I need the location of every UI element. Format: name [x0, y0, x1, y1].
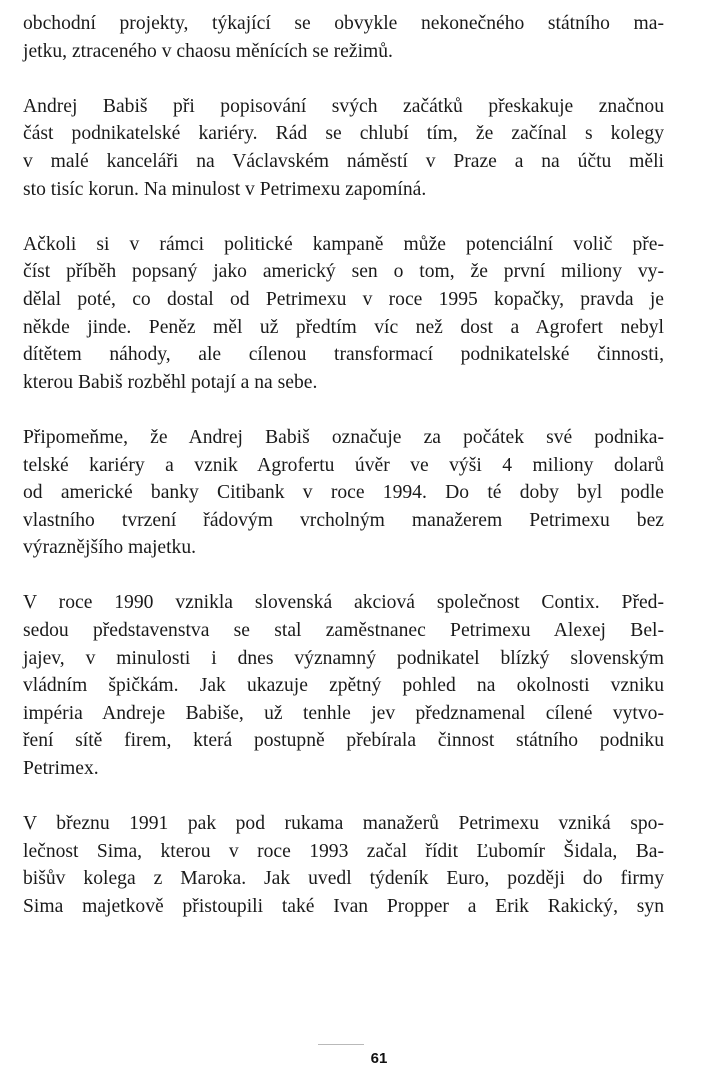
page-number: 61: [370, 1050, 388, 1067]
paragraph-gap: [23, 396, 664, 424]
text-line: ření sítě firem, která postupně přebírala činnost státního podniku: [23, 730, 664, 752]
paragraph: [23, 10, 664, 65]
text-line: V roce 1990 vznikla slovenská akciová společnost Contix. Před-: [23, 592, 664, 614]
text-line: vládním špičkám. Jak ukazuje zpětný pohled na okolnosti vzniku: [23, 675, 664, 697]
text-line: vlastního tvrzení řádovým vrcholným manažerem Petrimexu bez: [23, 509, 664, 531]
text-line: od americké banky Citibank v roce 1994. Do té doby byl podle: [23, 482, 664, 504]
footer-rule: [318, 1044, 364, 1045]
paragraph: [23, 93, 664, 203]
paragraph: [23, 424, 664, 562]
text-line: sedou představenstva se stal zaměstnanec Petrimexu Alexej Bel-: [23, 620, 664, 642]
text-line: jajev, v minulosti i dnes významný podnikatel blízký slovenským: [23, 647, 664, 669]
text-line: bišův kolega z Maroka. Jak uvedl týdeník Euro, později do firmy: [23, 868, 664, 890]
text-line: kterou Babiš rozběhl potají a na sebe.: [23, 371, 318, 393]
paragraph-gap: [23, 203, 664, 231]
text-line: V březnu 1991 pak pod rukama manažerů Petrimexu vzniká spo-: [23, 813, 664, 835]
text-line: obchodní projekty, týkající se obvykle nekonečného státního ma-: [23, 13, 664, 34]
text-line: jetku, ztraceného v chaosu měnících se režimů.: [23, 40, 393, 62]
paragraph-gap: [23, 65, 664, 93]
text-line: číst příběh popsaný jako americký sen o tom, že první miliony vy-: [23, 261, 664, 283]
text-line: Andrej Babiš při popisování svých začátků přeskakuje značnou: [23, 95, 664, 117]
text-line: výraznějšího majetku.: [23, 537, 197, 559]
text-line: část podnikatelské kariéry. Rád se chlubí tím, že začínal s kolegy: [23, 123, 664, 145]
paragraph-gap: [23, 783, 664, 811]
page-body: [23, 10, 664, 921]
text-line: telské kariéry a vznik Agrofertu úvěr ve výši 4 miliony dolarů: [23, 454, 664, 476]
text-line: sto tisíc korun. Na minulost v Petrimexu zapomíná.: [23, 178, 427, 200]
text-line: někde jinde. Peněz měl už předtím víc než dost a Agrofert nebyl: [23, 316, 664, 338]
text-line: dítětem náhody, ale cílenou transformací podnikatelské činnosti,: [23, 344, 664, 366]
text-line: Připomeňme, že Andrej Babiš označuje za počátek své podnika-: [23, 426, 664, 448]
paragraph: [23, 810, 664, 920]
text-line: v malé kanceláři na Václavském náměstí v Praze a na účtu měli: [23, 150, 664, 172]
text-line: Petrimex.: [23, 758, 99, 780]
text-line: lečnost Sima, kterou v roce 1993 začal řídit Ľubomír Šidala, Ba-: [23, 840, 664, 862]
paragraph: [23, 589, 664, 782]
text-line: impéria Andreje Babiše, už tenhle jev předznamenal cílené vytvo-: [23, 702, 664, 724]
text-line: dělal poté, co dostal od Petrimexu v roce 1995 kopačky, pravda je: [23, 288, 664, 310]
paragraph: [23, 231, 664, 397]
text-line: Sima majetkově přistoupili také Ivan Propper a Erik Rakický, syn: [23, 896, 664, 917]
paragraph-gap: [23, 562, 664, 590]
text-line: Ačkoli si v rámci politické kampaně může potenciální volič pře-: [23, 233, 664, 255]
